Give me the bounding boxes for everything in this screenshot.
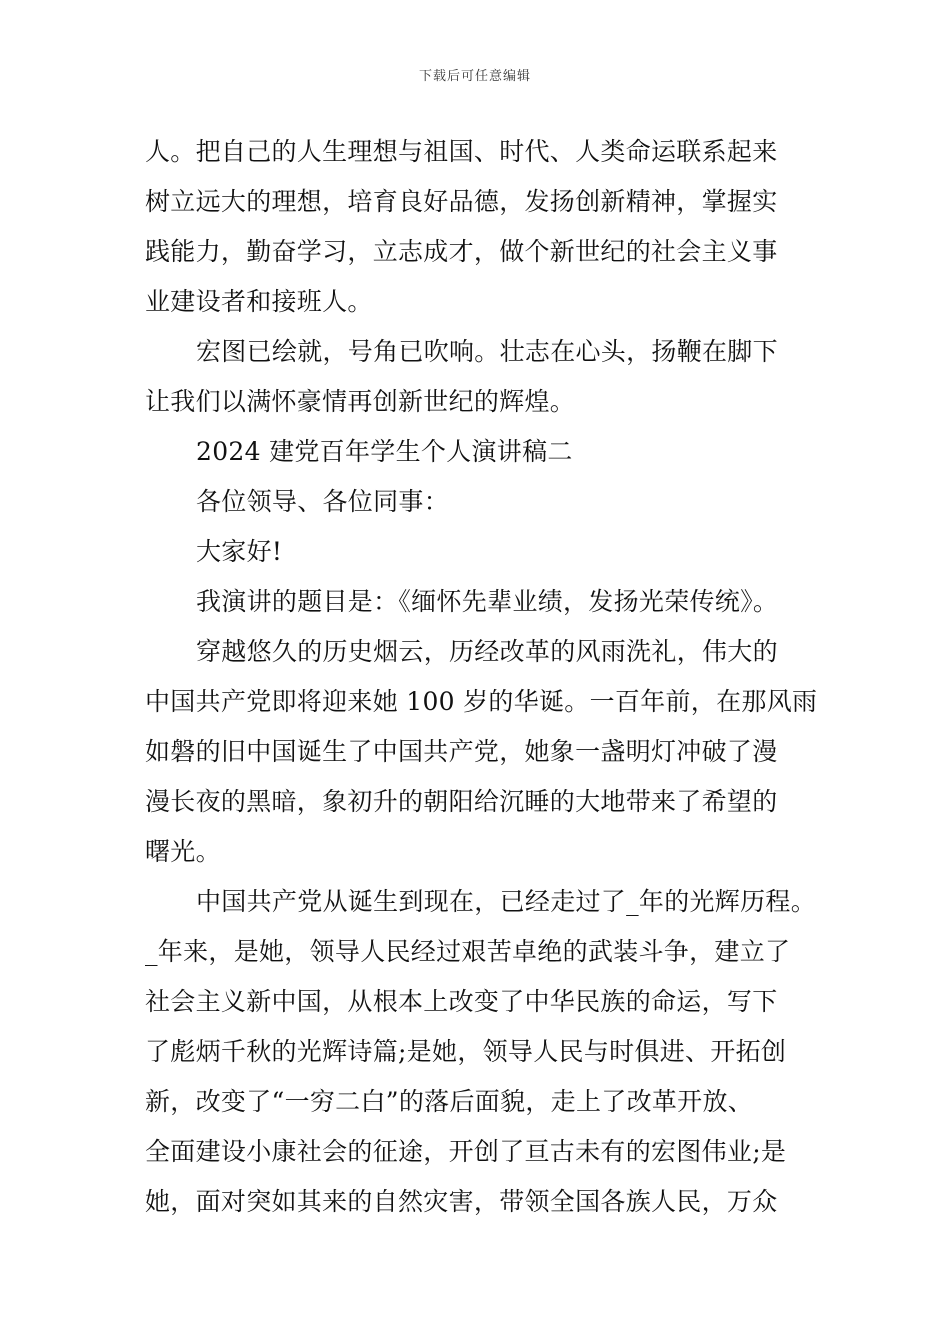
text-line: 穿越悠久的历史烟云，历经改革的风雨洗礼，伟大的: [196, 637, 778, 666]
salutation: 各位领导、各位同事：: [196, 487, 450, 516]
text-line: 中国共产党从诞生到现在，已经走过了_年的光辉历程。: [196, 887, 817, 916]
text-line: 如磐的旧中国诞生了中国共产党，她象一盏明灯冲破了漫: [145, 737, 778, 766]
document-body: [145, 127, 835, 1227]
greeting: 大家好!: [196, 537, 283, 566]
speech-topic: 我演讲的题目是：《缅怀先辈业绩，发扬光荣传统》。: [196, 587, 779, 616]
text-line: 新，改变了“一穷二白”的落后面貌，走上了改革开放、: [145, 1087, 754, 1116]
section-title: 2024 建党百年学生个人演讲稿二: [196, 437, 573, 466]
page-header: 下载后可任意编辑: [418, 69, 531, 84]
text-line: 曙光。: [145, 837, 221, 866]
text-line: 她，面对突如其来的自然灾害，带领全国各族人民，万众: [145, 1187, 778, 1216]
text-line: 了彪炳千秋的光辉诗篇;是她，领导人民与时俱进、开拓创: [145, 1037, 787, 1066]
text-line: 中国共产党即将迎来她 100 岁的华诞。一百年前，在那风雨: [145, 687, 818, 716]
text-line: 树立远大的理想，培育良好品德，发扬创新精神，掌握实: [145, 187, 778, 216]
text-line: 宏图已绘就，号角已吹响。壮志在心头，扬鞭在脚下: [196, 337, 778, 366]
text-line: 全面建设小康社会的征途，开创了亘古未有的宏图伟业;是: [145, 1137, 787, 1166]
text-line: 业建设者和接班人。: [145, 287, 373, 316]
text-line: 人。把自己的人生理想与祖国、时代、人类命运联系起来: [145, 137, 778, 166]
text-line: 践能力，勤奋学习，立志成才，做个新世纪的社会主义事: [145, 237, 778, 266]
text-line: 漫长夜的黑暗，象初升的朝阳给沉睡的大地带来了希望的: [145, 787, 778, 816]
text-line: 让我们以满怀豪情再创新世纪的辉煌。: [145, 387, 576, 416]
text-line: _年来，是她，领导人民经过艰苦卓绝的武装斗争，建立了: [145, 937, 791, 966]
text-line: 社会主义新中国，从根本上改变了中华民族的命运，写下: [145, 987, 778, 1016]
